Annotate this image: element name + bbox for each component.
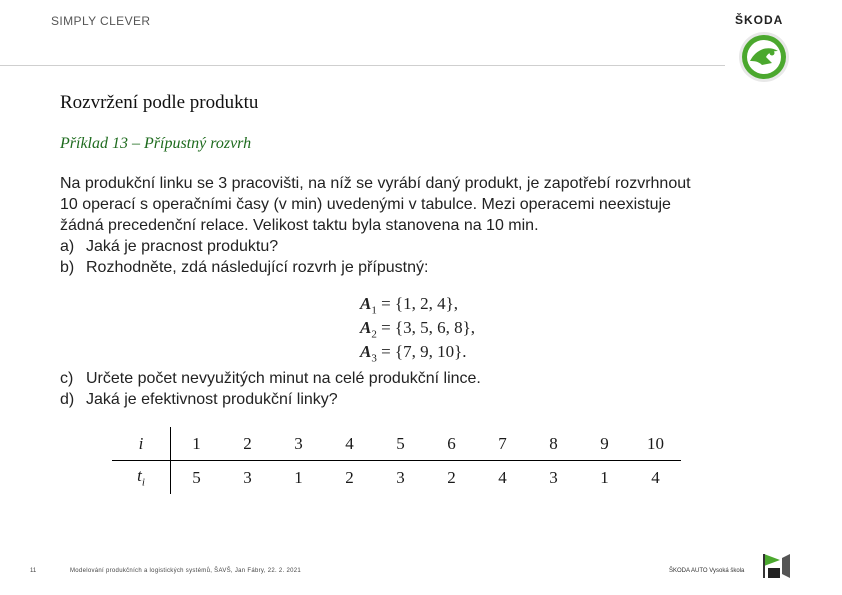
row-header-t: $t_i$ — [112, 461, 171, 495]
station-set-1: $A_1 = \{1$, 2, 4}, — [360, 294, 459, 317]
table-cell: 3 — [549, 467, 558, 487]
question-text: Rozhodněte, zdá následující rozvrh je přípustný: — [86, 259, 429, 276]
station-set-3: $A_3 = \{7$, 9, 10}. — [360, 342, 467, 365]
table-cell: 6 — [426, 427, 477, 461]
footer-institution: ŠKODA AUTO Vysoká škola — [669, 568, 745, 574]
table-cell: 7 — [477, 427, 528, 461]
table-cell: 3 — [243, 467, 252, 487]
tagline: SIMPLY CLEVER — [51, 14, 151, 28]
table-cell: 2 — [345, 467, 354, 487]
example-subtitle: Příklad 13 – Přípustný rozvrh — [60, 135, 252, 152]
table-cell: 10 — [630, 427, 681, 461]
brand-wordmark: ŠKODA — [735, 13, 784, 27]
question-label: b) — [60, 259, 75, 276]
table-cell: 3 — [396, 467, 405, 487]
table-cell: 1 — [600, 467, 609, 487]
row-header-i: i — [112, 427, 171, 461]
intro-line: Na produkční linku se 3 pracovišti, na níž se vyrábí daný produkt, je zapotřebí rozvrhnout — [60, 175, 691, 192]
intro-line: žádná precedenční relace. Velikost taktu byla stanovena na 10 min. — [60, 217, 539, 234]
station-set-2: $A_2 = \{3$, 5, 6, 8}, — [360, 318, 476, 341]
table-cell: 5 — [375, 427, 426, 461]
page-number: 11 — [30, 568, 37, 574]
question-label: d) — [60, 391, 75, 408]
table-cell: 4 — [324, 427, 375, 461]
questions-cd — [60, 368, 760, 410]
table-cell: 5 — [192, 467, 201, 487]
table-cell: 1 — [294, 467, 303, 487]
skoda-logo-icon — [738, 31, 790, 83]
question-text: Jaká je efektivnost produkční linky? — [86, 391, 338, 408]
question-label: c) — [60, 370, 74, 387]
table-cell: 1 — [171, 427, 223, 461]
footer-caption: Modelování produkčních a logistických systémů, ŠAVŠ, Jan Fábry, 22. 2. 2021 — [70, 568, 302, 574]
question-b — [60, 257, 800, 278]
header-rule — [0, 65, 725, 66]
problem-statement — [60, 173, 800, 278]
question-text: Určete počet nevyužitých minut na celé produkční lince. — [86, 370, 481, 387]
table-row — [112, 461, 681, 495]
question-c — [60, 368, 760, 389]
table-cell: 4 — [498, 467, 507, 487]
table-cell: 2 — [447, 467, 456, 487]
question-label: a) — [60, 238, 75, 255]
table-cell: 9 — [579, 427, 630, 461]
table-cell: 3 — [273, 427, 324, 461]
table-cell: 4 — [651, 467, 660, 487]
school-logo-icon — [760, 552, 792, 580]
question-text: Jaká je pracnost produktu? — [86, 238, 279, 255]
table-row — [112, 427, 681, 461]
question-d — [60, 389, 760, 410]
question-a — [60, 236, 800, 257]
table-cell: 8 — [528, 427, 579, 461]
operations-table — [112, 427, 681, 494]
intro-line: 10 operací s operačními časy (v min) uvedenými v tabulce. Mezi operacemi neexistuje — [60, 196, 671, 213]
page-title: Rozvržení podle produktu — [60, 92, 259, 113]
table-cell: 2 — [222, 427, 273, 461]
